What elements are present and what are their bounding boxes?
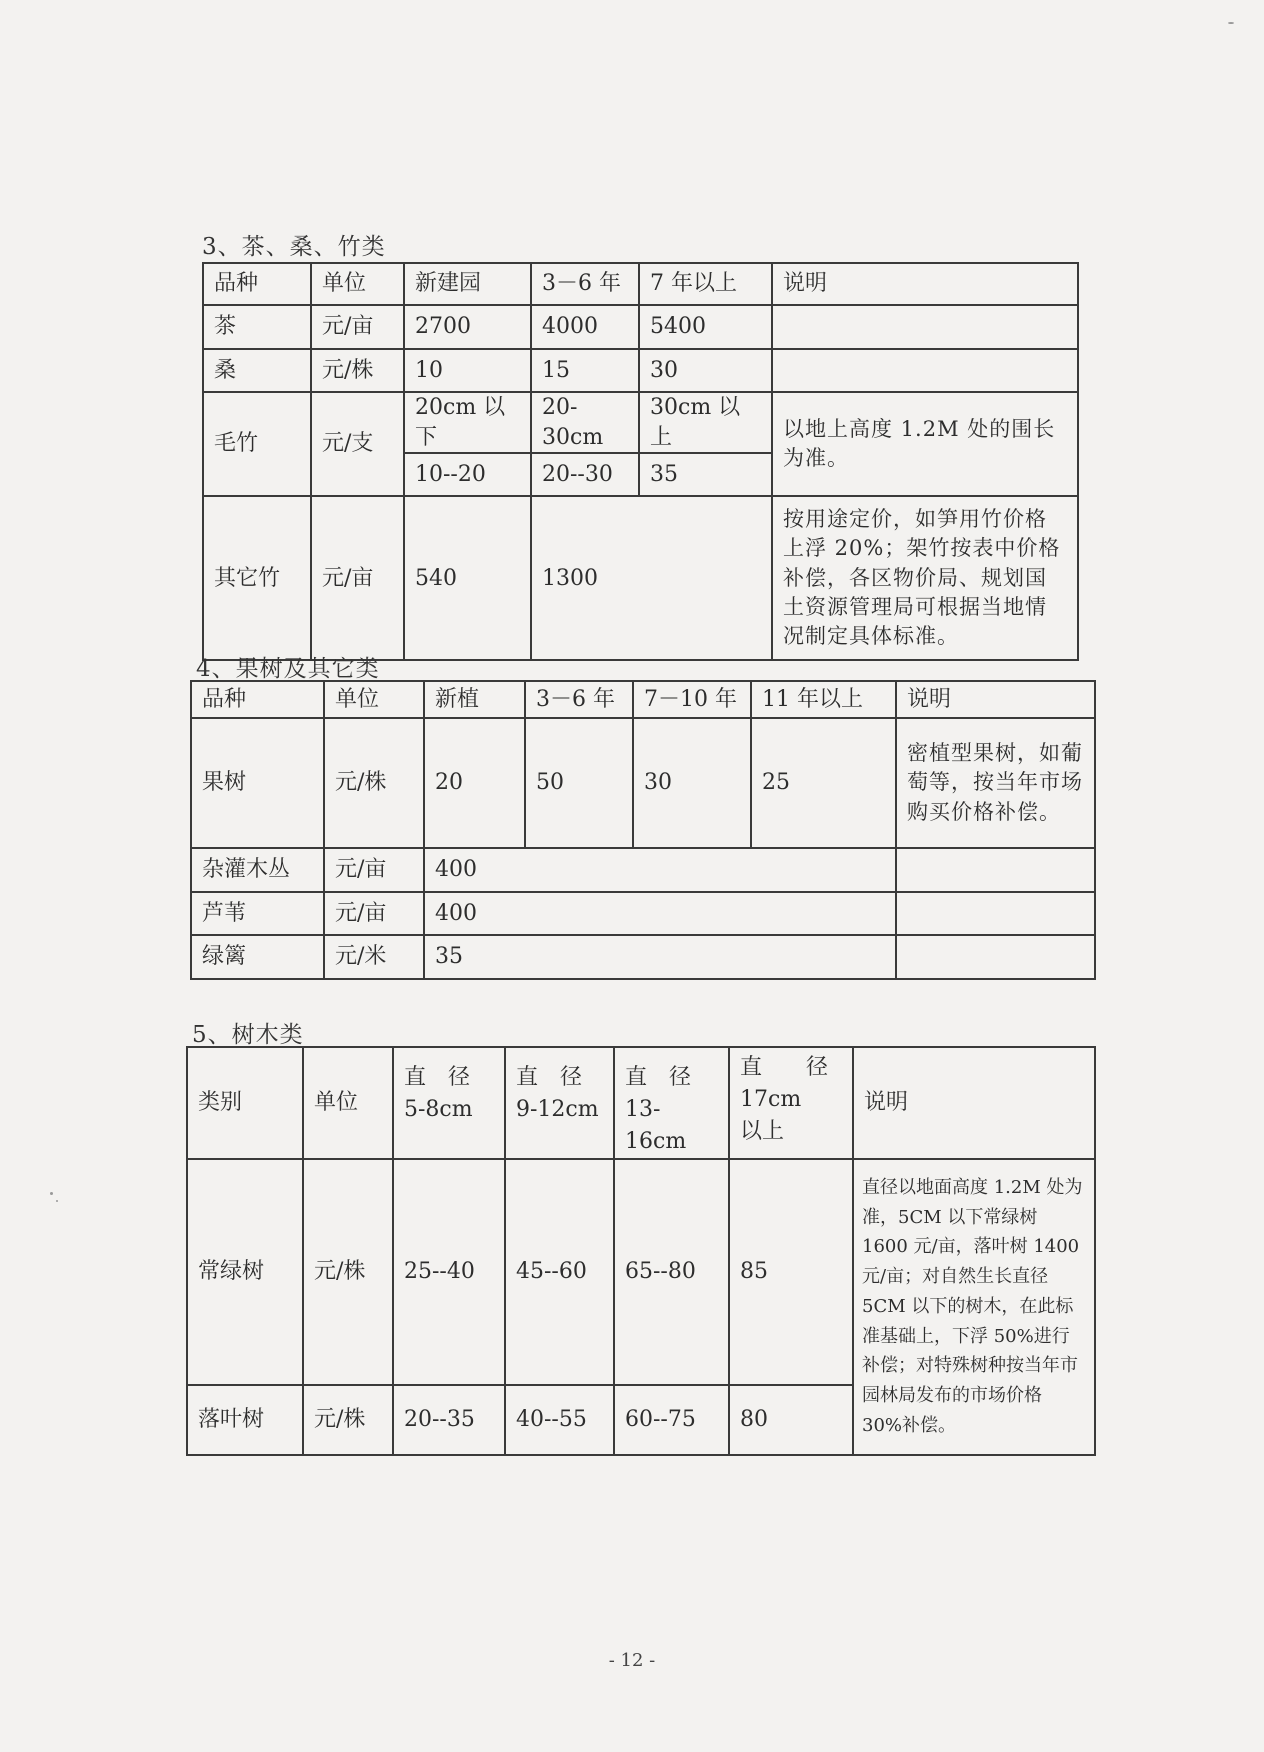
cell-note: 密植型果树，如葡萄等，按当年市场购买价格补偿。	[896, 718, 1095, 848]
header-3-6-years: 3－6 年	[531, 263, 639, 305]
cell-value: 65--80	[614, 1159, 729, 1385]
row-name: 绿篱	[191, 935, 324, 979]
header-new-planted: 新植	[424, 681, 525, 718]
header-note: 说明	[772, 263, 1078, 305]
cell-value: 35	[639, 453, 772, 496]
section4-title: 4、果树及其它类	[196, 656, 380, 682]
cell-value: 20	[424, 718, 525, 848]
header-unit: 单位	[303, 1047, 393, 1159]
row-unit: 元/亩	[311, 496, 404, 660]
cell-value: 40--55	[505, 1385, 614, 1455]
cell-note	[772, 349, 1078, 392]
row-unit: 元/株	[303, 1385, 393, 1455]
cell-note	[896, 935, 1095, 979]
cell-value: 540	[404, 496, 531, 660]
cell-note	[772, 305, 1078, 349]
row-unit: 元/亩	[324, 848, 424, 892]
header-category: 类别	[187, 1047, 303, 1159]
row-name: 桑	[203, 349, 311, 392]
cell-value: 10	[404, 349, 531, 392]
tea-mulberry-bamboo-table	[202, 262, 1079, 661]
cell-note: 以地上高度 1.2M 处的围长为准。	[772, 392, 1078, 496]
cell-note	[896, 892, 1095, 935]
row-name: 毛竹	[203, 392, 311, 496]
header-unit: 单位	[324, 681, 424, 718]
header-diameter-13-16: 直 径 13-16cm	[614, 1047, 729, 1159]
header-note: 说明	[853, 1047, 1095, 1159]
row-name: 杂灌木丛	[191, 848, 324, 892]
section5-title: 5、树木类	[192, 1022, 304, 1048]
cell-value: 35	[424, 935, 896, 979]
table-header-row	[191, 681, 1095, 718]
fruit-tree-table	[190, 680, 1096, 980]
tree-table	[186, 1046, 1096, 1456]
sub-header: 20-30cm	[531, 392, 639, 453]
row-name: 常绿树	[187, 1159, 303, 1385]
row-name: 其它竹	[203, 496, 311, 660]
scan-speck	[56, 1200, 58, 1202]
page-number: - 12 -	[608, 1650, 656, 1671]
cell-value: 80	[729, 1385, 853, 1455]
row-unit: 元/株	[303, 1159, 393, 1385]
row-name: 果树	[191, 718, 324, 848]
table-header-row	[187, 1047, 1095, 1159]
cell-value: 30	[639, 349, 772, 392]
section3-title: 3、茶、桑、竹类	[202, 234, 386, 260]
row-unit: 元/株	[324, 718, 424, 848]
cell-note	[896, 848, 1095, 892]
row-unit: 元/株	[311, 349, 404, 392]
header-7-10-years: 7－10 年	[633, 681, 751, 718]
cell-value: 2700	[404, 305, 531, 349]
cell-value: 400	[424, 848, 896, 892]
row-name: 茶	[203, 305, 311, 349]
row-name: 落叶树	[187, 1385, 303, 1455]
table-header-row	[203, 263, 1078, 305]
table-row	[191, 892, 1095, 935]
table-row	[191, 848, 1095, 892]
cell-value: 5400	[639, 305, 772, 349]
header-variety: 品种	[191, 681, 324, 718]
sub-header: 20cm 以下	[404, 392, 531, 453]
row-unit: 元/亩	[324, 892, 424, 935]
header-diameter-5-8: 直 径 5-8cm	[393, 1047, 505, 1159]
row-name: 芦苇	[191, 892, 324, 935]
header-3-6-years: 3－6 年	[525, 681, 633, 718]
cell-value: 20--35	[393, 1385, 505, 1455]
table-row	[203, 305, 1078, 349]
scan-speck	[1228, 22, 1234, 24]
cell-value: 50	[525, 718, 633, 848]
cell-value: 400	[424, 892, 896, 935]
header-diameter-9-12: 直 径 9-12cm	[505, 1047, 614, 1159]
cell-value: 60--75	[614, 1385, 729, 1455]
header-unit: 单位	[311, 263, 404, 305]
row-unit: 元/亩	[311, 305, 404, 349]
header-new: 新建园	[404, 263, 531, 305]
cell-note: 直径以地面高度 1.2M 处为准，5CM 以下常绿树 1600 元/亩，落叶树 1400 元/亩；对自然生长直径 5CM 以下的树木，在此标准基础上，下浮 50%进行补偿；对特殊树种按当年市园林局发布的市场价格 30%补偿。	[853, 1159, 1095, 1455]
header-11-plus-years: 11 年以上	[751, 681, 896, 718]
header-7-plus-years: 7 年以上	[639, 263, 772, 305]
cell-value: 10--20	[404, 453, 531, 496]
row-unit: 元/米	[324, 935, 424, 979]
cell-value: 85	[729, 1159, 853, 1385]
cell-value: 25	[751, 718, 896, 848]
cell-value: 45--60	[505, 1159, 614, 1385]
cell-value: 15	[531, 349, 639, 392]
table-row	[191, 718, 1095, 848]
table-row	[203, 496, 1078, 660]
scan-speck	[50, 1192, 53, 1195]
cell-value: 20--30	[531, 453, 639, 496]
table-row	[191, 935, 1095, 979]
sub-header: 30cm 以上	[639, 392, 772, 453]
table-row	[203, 349, 1078, 392]
cell-value: 25--40	[393, 1159, 505, 1385]
row-unit: 元/支	[311, 392, 404, 496]
cell-value: 30	[633, 718, 751, 848]
cell-note: 按用途定价，如笋用竹价格上浮 20%；架竹按表中价格补偿，各区物价局、规划国土资源管理局可根据当地情况制定具体标准。	[772, 496, 1078, 660]
header-note: 说明	[896, 681, 1095, 718]
header-diameter-17-plus: 直 径 17cm 以上	[729, 1047, 853, 1159]
header-variety: 品种	[203, 263, 311, 305]
cell-value: 1300	[531, 496, 772, 660]
table-row	[203, 392, 1078, 453]
cell-value: 4000	[531, 305, 639, 349]
table-row	[187, 1159, 1095, 1385]
